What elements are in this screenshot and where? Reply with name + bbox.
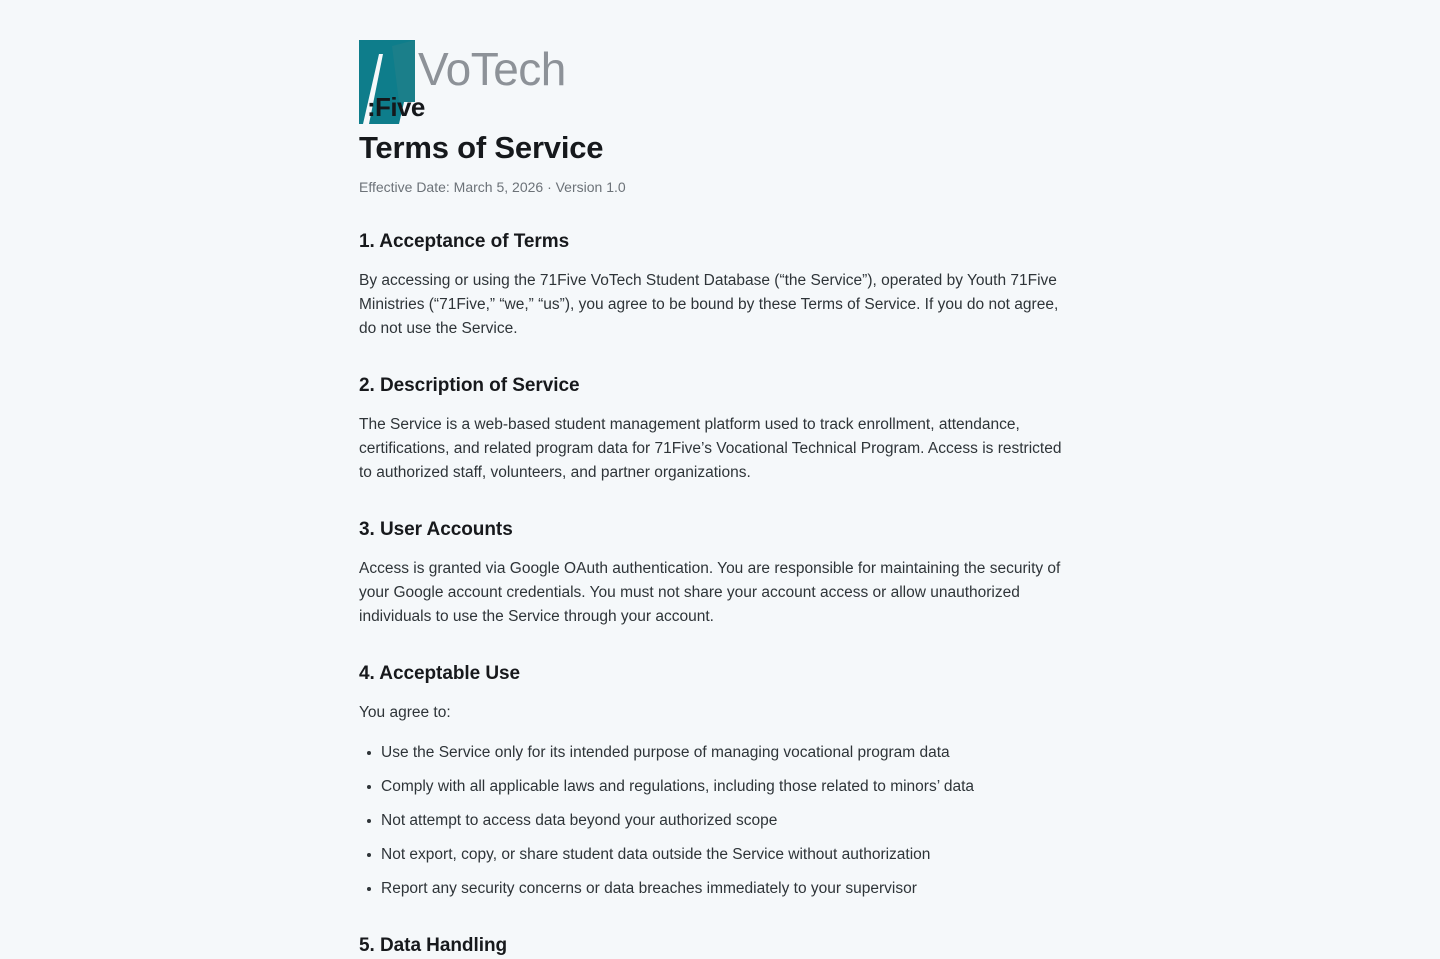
section-paragraph: The Service is a web-based student management platform used to track enrollment, attendance, certifications, and related program data for 71Five’s Vocational Technical Program. Access is restricted to authorized staff, volunteers, and partner organizations.: [359, 416, 1062, 481]
document-meta: Effective Date: March 5, 2026 · Version 1.0: [359, 179, 626, 195]
logo-votech-text: VoTech: [418, 43, 566, 95]
section-heading: 5. Data Handling: [359, 935, 508, 956]
list-item: Use the Service only for its intended purpose of managing vocational program data: [359, 741, 1075, 765]
document-section: [359, 197, 1075, 341]
section-paragraph: Access is granted via Google OAuth authentication. You are responsible for maintaining the security of your Google account credentials. You must not share your account access or allow unauthorized individuals to use the Service through your account.: [359, 560, 1061, 625]
section-heading: 1. Acceptance of Terms: [359, 231, 570, 252]
list-item: Report any security concerns or data breaches immediately to your supervisor: [359, 877, 1075, 901]
list-item: Not attempt to access data beyond your authorized scope: [359, 809, 1075, 833]
section-heading: 3. User Accounts: [359, 519, 513, 540]
brand-logo[interactable]: [359, 0, 1075, 122]
section-heading: 4. Acceptable Use: [359, 663, 521, 684]
sections-container: [359, 197, 1075, 959]
list-item: Not export, copy, or share student data outside the Service without authorization: [359, 843, 1075, 867]
document-section: [359, 901, 1075, 959]
document-section: [359, 485, 1075, 629]
document-section: [359, 629, 1075, 901]
list-item: Comply with all applicable laws and regulations, including those related to minors’ data: [359, 775, 1075, 799]
section-bullet-list: [359, 725, 1075, 901]
document-content-column: [359, 0, 1075, 959]
section-paragraph: By accessing or using the 71Five VoTech Student Database (“the Service”), operated by Youth 71Five Ministries (“71Five,” “we,” “us”), you agree to be bound by these Terms of Service. If you do not agree, do not use the Service.: [359, 272, 1059, 337]
section-paragraph: You agree to:: [359, 704, 451, 721]
section-heading: 2. Description of Service: [359, 375, 580, 396]
logo-lockup: [359, 40, 564, 126]
document-section: [359, 341, 1075, 485]
logo-five-text: :Five: [367, 92, 425, 122]
page-title: Terms of Service: [359, 130, 604, 165]
